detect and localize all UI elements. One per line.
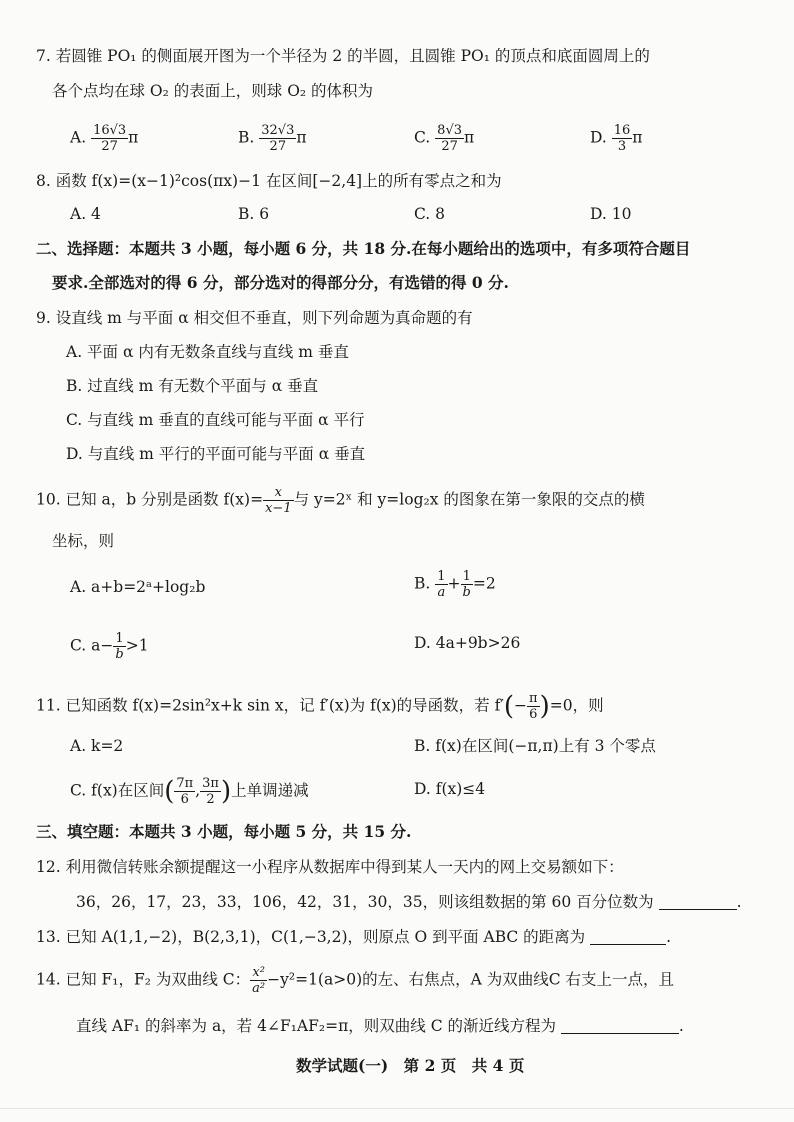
q8-option-a: A. 4 [70, 205, 101, 223]
q7-option-c: C. $\frac{8√3}{27}$ π [414, 123, 475, 154]
q11-option-c-frac-right: $\frac{3\pi}{2}$ [202, 776, 219, 807]
q7-line2: 各个点均在球 O₂ 的表面上，则球 O₂ 的体积为 [52, 82, 374, 100]
q11-stem: 11. 已知函数 f(x)=2sin²x+k sin x，记 f′(x)为 f(x)的导函数，若 f′(− $\frac{\pi}{6}$ )=0，则 [36, 691, 604, 722]
q10-option-b: B. $\frac{1}{a}$ + $\frac{1}{b}$ =2 [414, 569, 496, 600]
q14-line1: 14. 已知 F₁，F₂ 为双曲线 C： $\frac{\text{x²}}{\text{a²}}$ −y²=1(a>0)的左、右焦点，A 为双曲线C 右支上一点，且 [36, 965, 675, 996]
q12-line1: 12. 利用微信转账余额提醒这一小程序从数据库中得到某人一天内的网上交易额如下： [36, 858, 624, 876]
q10-option-c-frac: $\frac{1}{b}$ [115, 631, 124, 662]
q10-function-fraction: $\frac{x}{x-1}$ [265, 485, 292, 516]
q14-line2: 直线 AF₁ 的斜率为 a，若 4∠F₁AF₂=π，则双曲线 C 的渐近线方程为 . [76, 1017, 684, 1035]
q10-option-d: D. 4a+9b>26 [414, 634, 521, 652]
q9-option-c: C. 与直线 m 垂直的直线可能与平面 α 平行 [66, 411, 365, 429]
q14-answer-blank[interactable] [561, 1017, 679, 1034]
q11-option-c-frac-left: $\frac{7\pi}{6}$ [176, 776, 194, 807]
q10-stem-line2: 坐标，则 [52, 532, 115, 550]
section3-heading: 三、填空题：本题共 3 小题，每小题 5 分，共 15 分. [36, 822, 412, 841]
q7-option-a-fraction: $\frac{16√3}{27}$ [93, 123, 127, 154]
q7-option-a: A. $\frac{16√3}{27}$ π [70, 123, 139, 154]
q9-option-a: A. 平面 α 内有无数条直线与直线 m 垂直 [66, 343, 349, 361]
section2-heading-line1: 二、选择题：本题共 3 小题，每小题 6 分，共 18 分.在每小题给出的选项中，有多项符合题目 [36, 239, 691, 258]
q10-option-b-frac-b: $\frac{1}{b}$ [462, 569, 471, 600]
q13-answer-blank[interactable] [590, 928, 666, 945]
q9-stem: 9. 设直线 m 与平面 α 相交但不垂直，则下列命题为真命题的有 [36, 309, 473, 327]
q12-answer-blank[interactable] [659, 893, 737, 910]
q10-option-a: A. a+b=2ᵃ+log₂b [70, 578, 206, 596]
q7-option-d-fraction: $\frac{16}{3}$ [613, 123, 631, 154]
q9-option-d: D. 与直线 m 平行的平面可能与平面 α 垂直 [66, 445, 366, 463]
q11-option-a: A. k=2 [70, 737, 124, 755]
q7-option-b: B. $\frac{32√3}{27}$ π [238, 123, 307, 154]
q8-option-b: B. 6 [238, 205, 270, 223]
q9-option-b: B. 过直线 m 有无数个平面与 α 垂直 [66, 377, 319, 395]
q10-option-b-frac-a: $\frac{1}{a}$ [437, 569, 446, 600]
q7-option-b-fraction: $\frac{32√3}{27}$ [261, 123, 295, 154]
bottom-divider [0, 1108, 794, 1109]
q11-option-b: B. f(x)在区间(−π,π)上有 3 个零点 [414, 737, 656, 755]
q11-option-c: C. f(x)在区间( $\frac{7\pi}{6}$ , $\frac{3\pi}{2}$ )上单调递减 [70, 776, 309, 807]
page-footer: 数学试题(一) 第 2 页 共 4 页 [296, 1056, 525, 1075]
q7-line1: 7. 若圆锥 PO₁ 的侧面展开图为一个半径为 2 的半圆，且圆锥 PO₁ 的顶点和底面圆周上的 [36, 47, 650, 65]
q11-option-d: D. f(x)≤4 [414, 780, 486, 798]
q10-option-c: C. a− $\frac{1}{b}$ >1 [70, 631, 149, 662]
q8-option-c: C. 8 [414, 205, 446, 223]
q8-option-d: D. 10 [590, 205, 632, 223]
q12-line2: 36，26，17，23，33，106，42，31，30，35，则该组数据的第 60 百分位数为 . [76, 893, 742, 911]
q13-stem: 13. 已知 A(1,1,−2)，B(2,3,1)，C(1,−3,2)，则原点 O 到平面 ABC 的距离为 . [36, 928, 672, 946]
q14-hyperbola-fraction: $\frac{\text{x²}}{\text{a²}}$ [252, 965, 266, 996]
section2-heading-line2: 要求.全部选对的得 6 分，部分选对的得部分分，有选错的得 0 分. [52, 273, 509, 292]
q10-stem-line1: 10. 已知 a，b 分别是函数 f(x)= $\frac{x}{x-1}$ 与 y=2ˣ 和 y=log₂x 的图象在第一象限的交点的横 [36, 485, 645, 516]
q8-stem: 8. 函数 f(x)=(x−1)²cos(πx)−1 在区间[−2,4]上的所有零点之和为 [36, 172, 502, 190]
q7-option-d: D. $\frac{16}{3}$ π [590, 123, 643, 154]
q7-option-c-fraction: $\frac{8√3}{27}$ [437, 123, 462, 154]
q11-pi-over-6: $\frac{\pi}{6}$ [529, 691, 538, 722]
